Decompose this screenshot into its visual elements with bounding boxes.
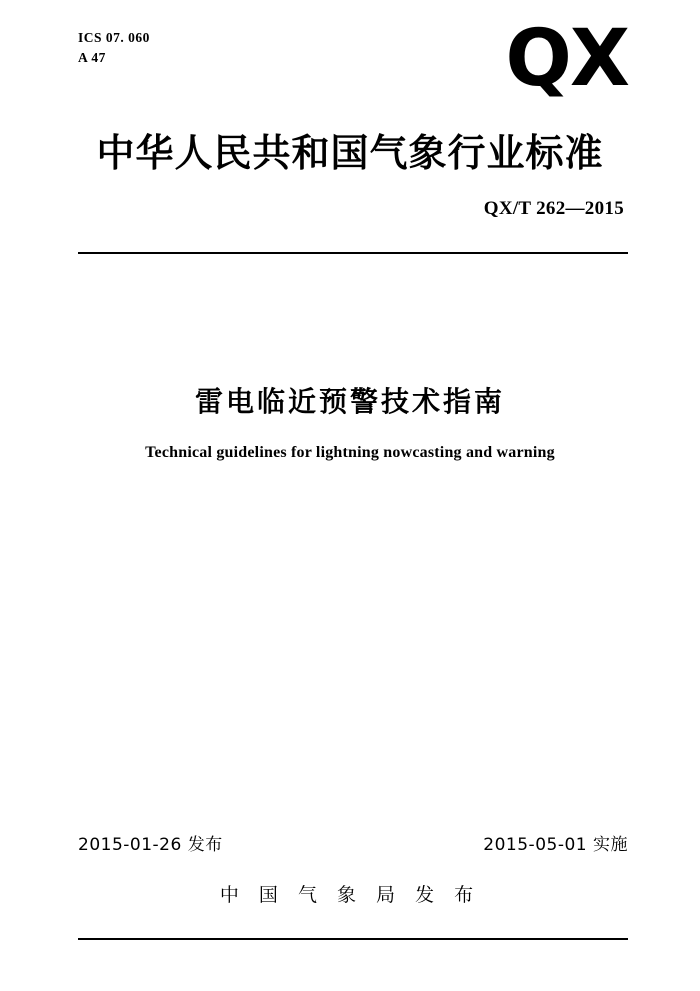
effective-date: 2015-05-01 实施 <box>483 835 628 855</box>
document-title-english: Technical guidelines for lightning nowcasting and warning <box>145 444 555 461</box>
footer-divider <box>78 938 628 940</box>
ics-block <box>78 28 150 67</box>
standard-number: QX/T 262—2015 <box>483 198 624 219</box>
date-row <box>78 830 628 854</box>
standard-title: 中华人民共和国气象行业标准 <box>96 131 604 175</box>
qx-logo: QX <box>505 14 628 104</box>
header-divider <box>78 252 628 254</box>
document-title-chinese: 雷电临近预警技术指南 <box>194 385 505 418</box>
classification-code: A 47 <box>78 49 106 65</box>
publisher-name: 中 国 气 象 局 发 布 <box>219 884 481 906</box>
ics-code: ICS 07. 060 <box>78 30 150 45</box>
issue-date: 2015-01-26 发布 <box>78 835 223 855</box>
